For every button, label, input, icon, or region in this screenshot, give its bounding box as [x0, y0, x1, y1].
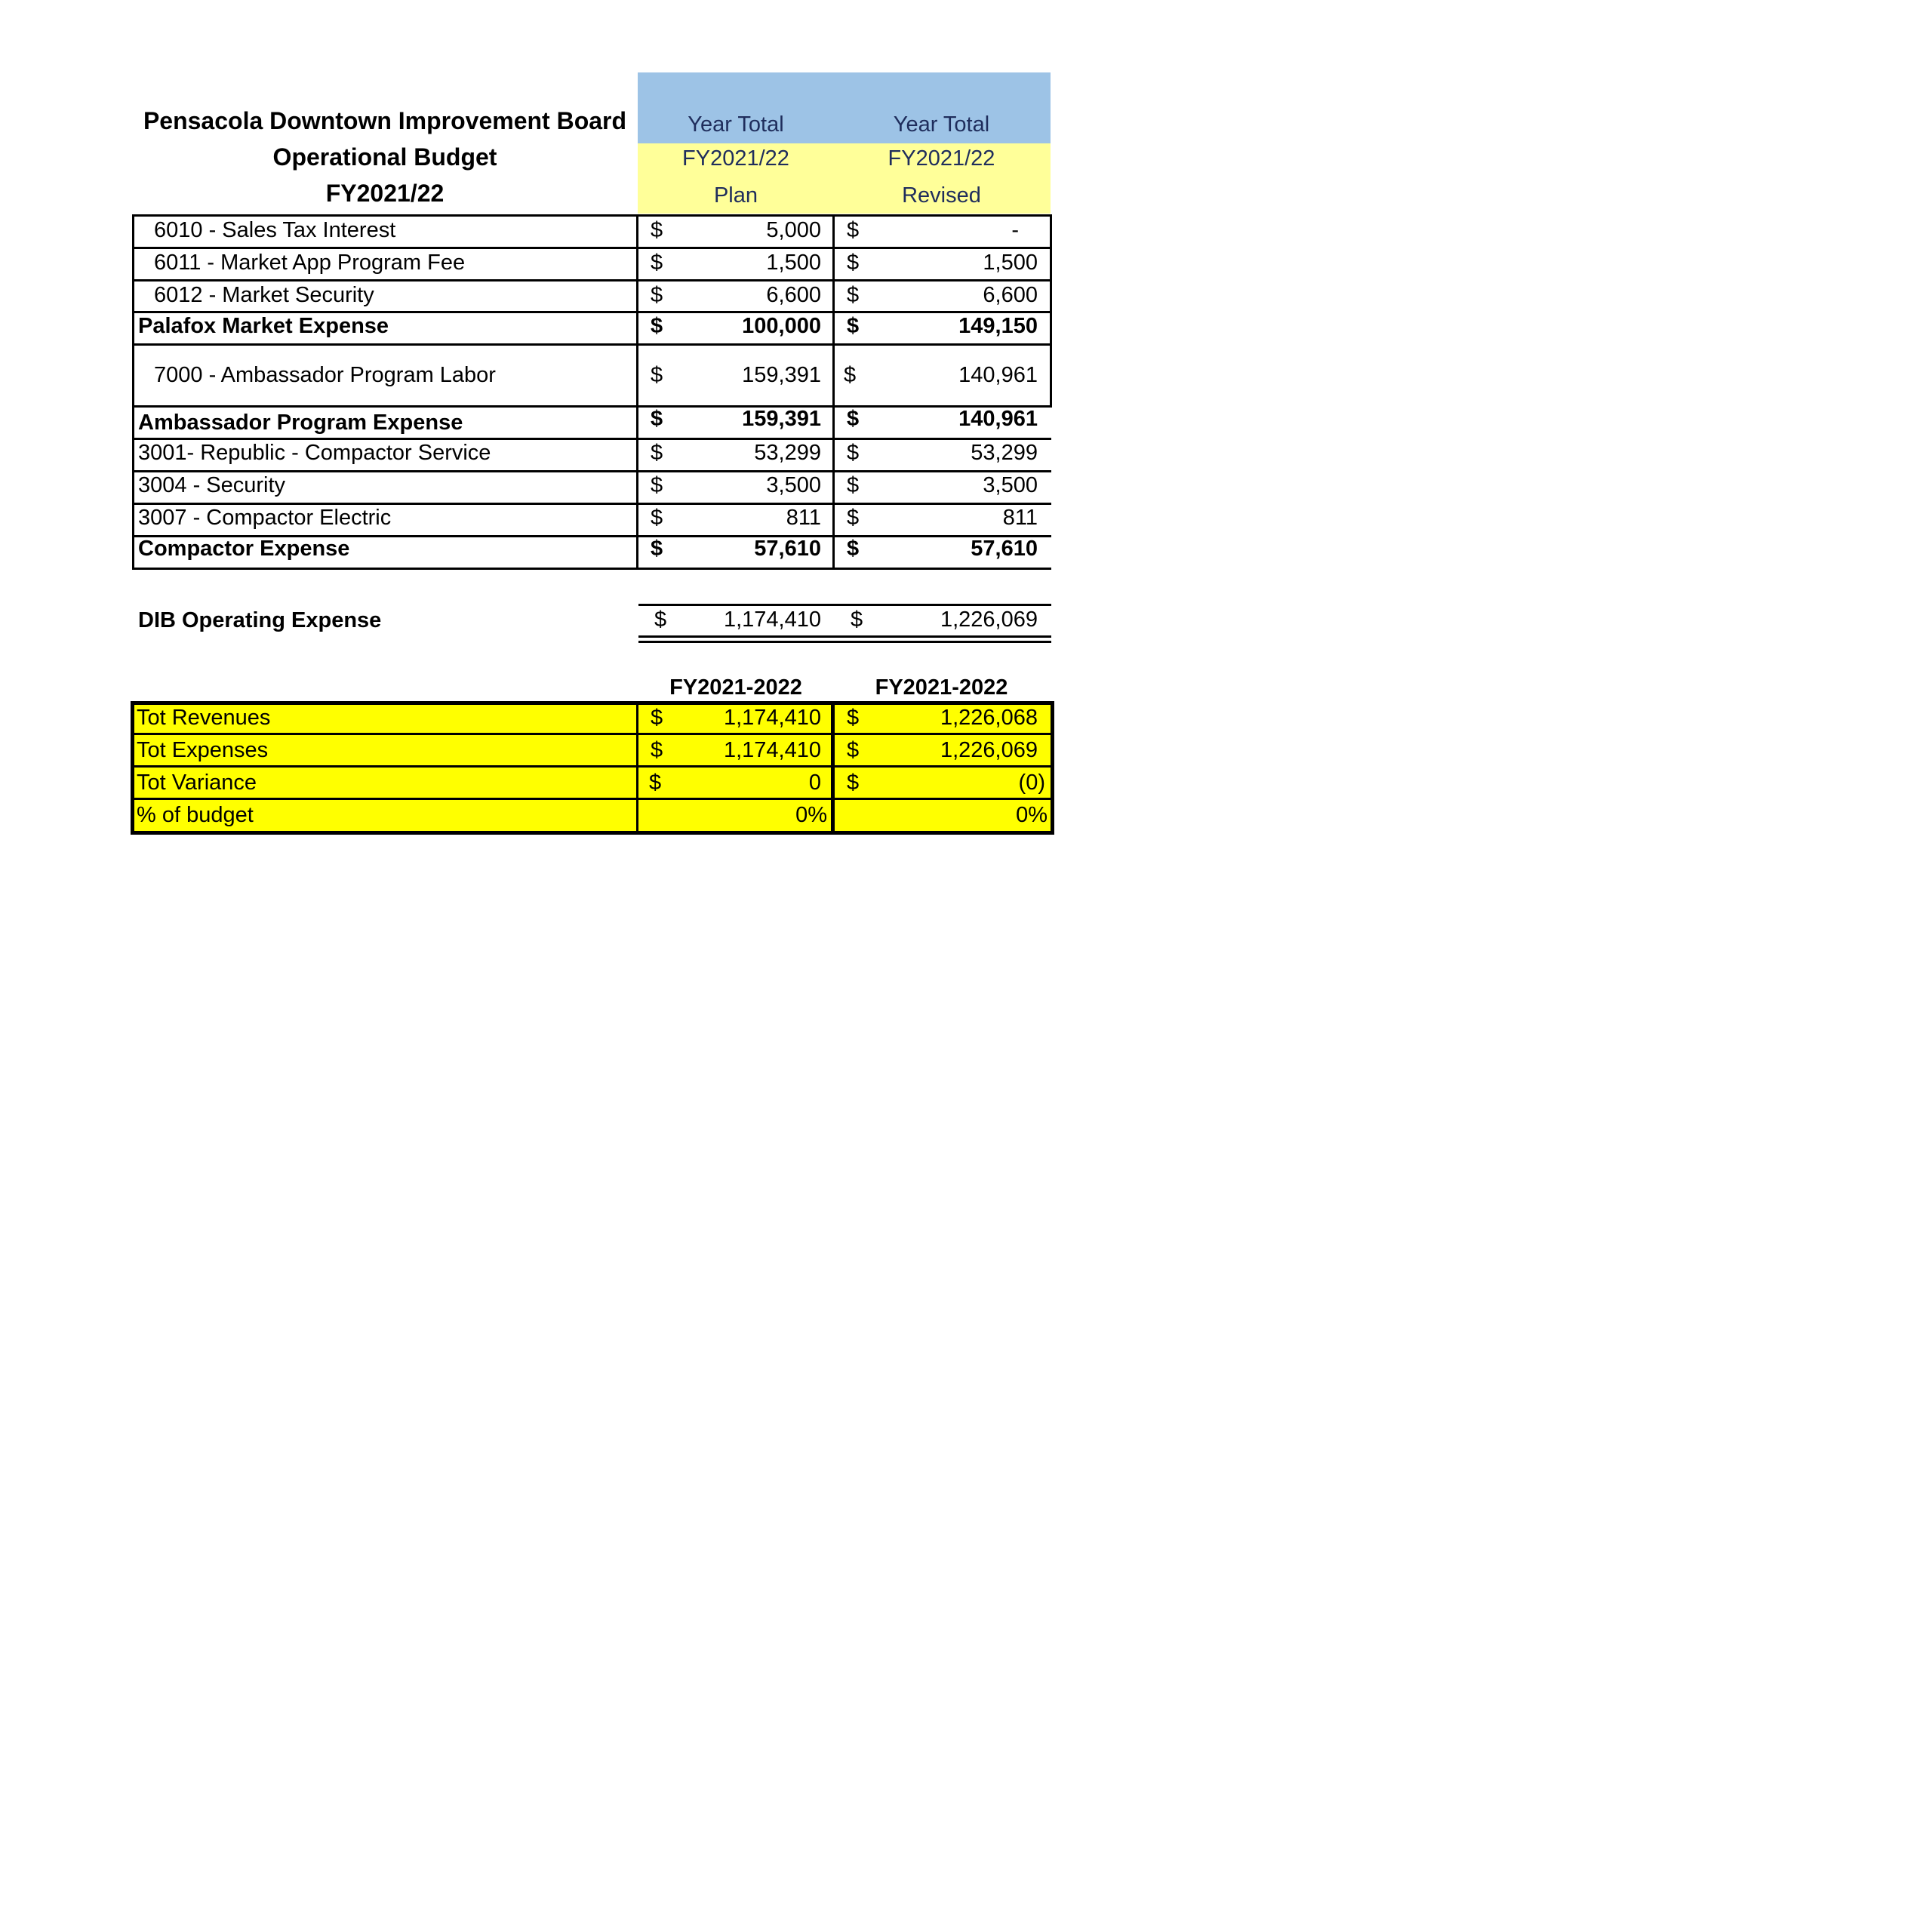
row-currency-revised: $ — [847, 283, 860, 307]
summary-row-label: % of budget — [137, 803, 254, 827]
summary-value-plan: 0 — [808, 771, 821, 795]
summary-value-revised: 1,226,069 — [940, 738, 1038, 762]
report-fiscal-year: FY2021/22 — [325, 180, 445, 207]
row-value-plan: 1,500 — [766, 251, 821, 275]
grid-hline — [132, 568, 1051, 570]
row-currency-plan: $ — [651, 218, 663, 242]
row-value-revised: 811 — [1002, 506, 1038, 530]
row-value-revised: 140,961 — [958, 363, 1038, 387]
summary-currency-revised: $ — [847, 706, 860, 730]
subtotal-value-revised: 140,961 — [958, 407, 1038, 431]
summary-row-label: Tot Expenses — [137, 738, 269, 762]
total-value-plan: 1,174,410 — [723, 608, 821, 632]
total-currency-revised: $ — [851, 608, 863, 632]
row-currency-plan: $ — [651, 283, 663, 307]
row-currency-revised: $ — [847, 506, 860, 530]
row-currency-plan: $ — [651, 441, 663, 465]
row-label: 6012 - Market Security — [154, 283, 374, 307]
row-currency-revised: $ — [847, 218, 860, 242]
summary-hline — [132, 733, 1053, 735]
grid-vline — [636, 214, 638, 570]
grid-hline — [132, 214, 1051, 217]
summary-hline — [132, 765, 1053, 768]
subtotal-currency-plan: $ — [651, 537, 663, 561]
report-subtitle: Operational Budget — [272, 143, 497, 171]
summary-hline — [132, 798, 1053, 800]
row-label: 3001- Republic - Compactor Service — [138, 441, 491, 465]
row-value-plan: 6,600 — [766, 283, 821, 307]
summary-value-revised: 0% — [1016, 803, 1048, 827]
row-currency-revised: $ — [847, 441, 860, 465]
row-label: 3004 - Security — [138, 473, 286, 497]
row-value-plan: 159,391 — [742, 363, 821, 387]
summary-vline — [1051, 701, 1054, 835]
row-label: 7000 - Ambassador Program Labor — [154, 363, 496, 387]
row-currency-plan: $ — [651, 506, 663, 530]
grid-hline — [132, 438, 1051, 440]
row-value-revised: - — [1011, 218, 1019, 242]
summary-row-label: Tot Revenues — [137, 706, 271, 730]
total-top-rule — [638, 604, 1051, 606]
total-value-revised: 1,226,069 — [940, 608, 1038, 632]
summary-currency-plan: $ — [651, 706, 663, 730]
revised-col-kind: Revised — [902, 183, 981, 208]
grid-vline — [132, 214, 134, 570]
grid-hline — [132, 405, 1051, 408]
row-label: 3007 - Compactor Electric — [138, 506, 392, 530]
grid-hline — [132, 470, 1051, 472]
row-value-plan: 811 — [786, 506, 821, 530]
summary-vline — [636, 701, 638, 835]
summary-value-revised: (0) — [1018, 771, 1045, 795]
grid-hline — [132, 503, 1051, 505]
subtotal-label: Palafox Market Expense — [138, 314, 389, 338]
subtotal-label: Ambassador Program Expense — [138, 411, 463, 435]
revised-col-year: FY2021/22 — [888, 146, 995, 171]
grid-vline — [832, 214, 835, 570]
summary-revised-heading: FY2021-2022 — [875, 675, 1008, 700]
subtotal-label: Compactor Expense — [138, 537, 350, 561]
row-value-plan: 53,299 — [754, 441, 821, 465]
summary-value-plan: 1,174,410 — [723, 738, 821, 762]
subtotal-currency-revised: $ — [847, 407, 860, 431]
plan-col-kind: Plan — [713, 183, 758, 208]
row-value-revised: 1,500 — [983, 251, 1038, 275]
summary-currency-plan: $ — [649, 771, 662, 795]
row-currency-revised: $ — [847, 251, 860, 275]
subtotal-value-revised: 149,150 — [958, 314, 1038, 338]
total-label: DIB Operating Expense — [138, 608, 382, 632]
row-currency-revised: $ — [847, 473, 860, 497]
summary-vline — [131, 701, 134, 835]
summary-vline — [831, 701, 835, 835]
report-title: Pensacola Downtown Improvement Board — [143, 107, 627, 134]
summary-hline — [131, 701, 1054, 705]
subtotal-currency-revised: $ — [847, 537, 860, 561]
summary-value-revised: 1,226,068 — [940, 706, 1038, 730]
grid-hline — [132, 311, 1051, 313]
summary-hline — [131, 831, 1054, 835]
subtotal-currency-plan: $ — [651, 314, 663, 338]
row-label: 6010 - Sales Tax Interest — [154, 218, 396, 242]
total-double-rule-upper — [638, 635, 1051, 638]
subtotal-value-plan: 57,610 — [754, 537, 821, 561]
summary-currency-revised: $ — [847, 771, 860, 795]
row-currency-plan: $ — [651, 363, 663, 387]
grid-vline — [1050, 214, 1052, 408]
total-currency-plan: $ — [654, 608, 667, 632]
summary-value-plan: 1,174,410 — [723, 706, 821, 730]
summary-plan-heading: FY2021-2022 — [669, 675, 802, 700]
summary-currency-revised: $ — [847, 738, 860, 762]
row-value-revised: 53,299 — [971, 441, 1038, 465]
summary-value-plan: 0% — [795, 803, 827, 827]
row-currency-revised: $ — [844, 363, 857, 387]
grid-hline — [132, 279, 1051, 281]
summary-currency-plan: $ — [651, 738, 663, 762]
grid-hline — [132, 343, 1051, 346]
summary-row-label: Tot Variance — [137, 771, 257, 795]
subtotal-value-revised: 57,610 — [971, 537, 1038, 561]
row-value-plan: 5,000 — [766, 218, 821, 242]
plan-col-heading: Year Total — [688, 112, 784, 137]
subtotal-value-plan: 100,000 — [742, 314, 821, 338]
subtotal-value-plan: 159,391 — [742, 407, 821, 431]
row-currency-plan: $ — [651, 251, 663, 275]
row-value-plan: 3,500 — [766, 473, 821, 497]
grid-hline — [132, 247, 1051, 249]
row-value-revised: 3,500 — [983, 473, 1038, 497]
plan-col-year: FY2021/22 — [682, 146, 789, 171]
row-label: 6011 - Market App Program Fee — [154, 251, 466, 275]
row-currency-plan: $ — [651, 473, 663, 497]
subtotal-currency-revised: $ — [847, 314, 860, 338]
subtotal-currency-plan: $ — [651, 407, 663, 431]
row-value-revised: 6,600 — [983, 283, 1038, 307]
revised-col-heading: Year Total — [893, 112, 990, 137]
total-double-rule-lower — [638, 641, 1051, 643]
